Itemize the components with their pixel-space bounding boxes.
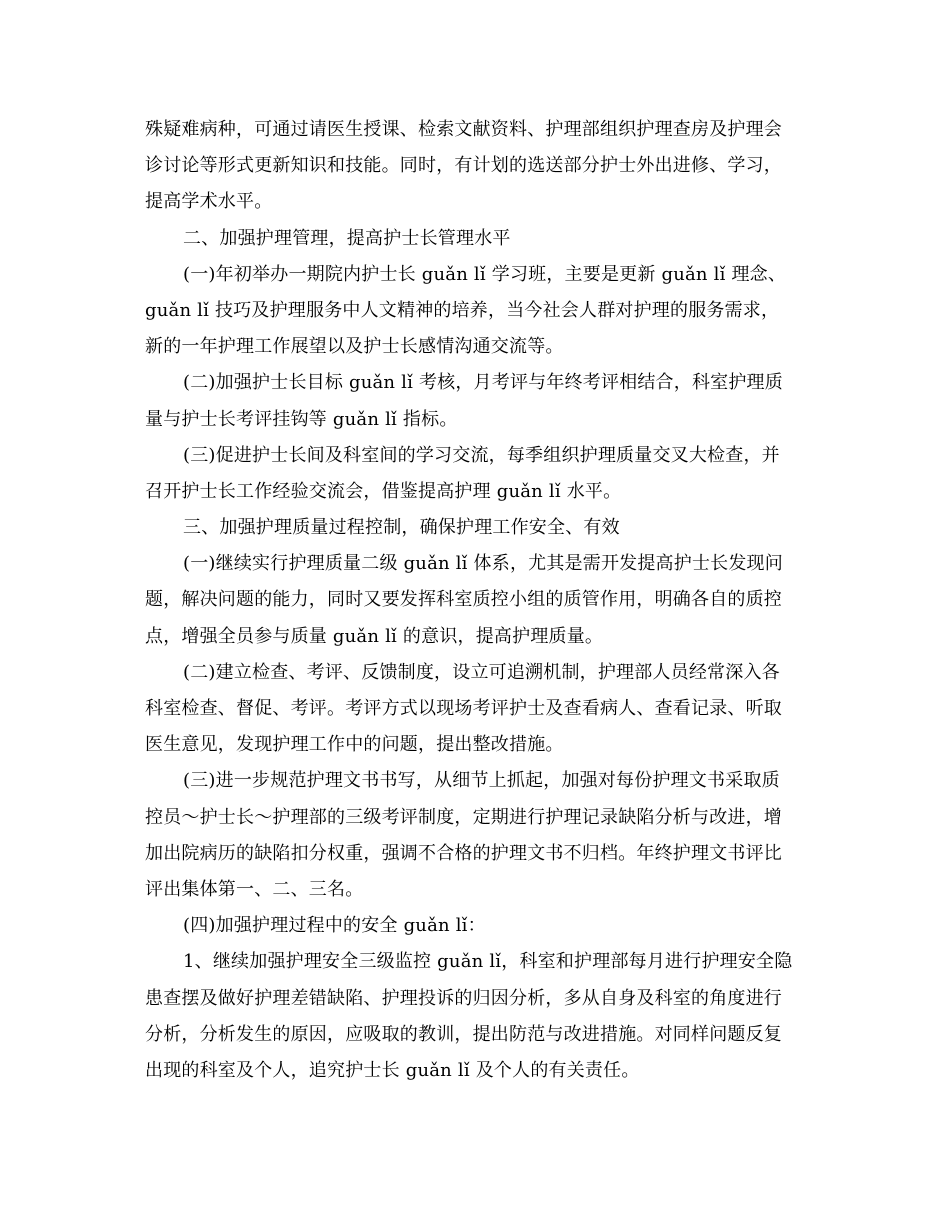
text-line: (一)年初举办一期院内护士长 guǎn lǐ 学习班，主要是更新 guǎn lǐ 理念、 bbox=[183, 263, 787, 285]
text-line: 科室检查、督促、考评。考评方式以现场考评护士及查看病人、查看记录、听取 bbox=[145, 698, 782, 719]
document-body bbox=[145, 112, 810, 1089]
text-line: 殊疑难病种，可通过请医生授课、检索文献资料、护理部组织护理查房及护理会 bbox=[145, 119, 782, 140]
text-line: 量与护士长考评挂钩等 guǎn lǐ 指标。 bbox=[145, 408, 458, 430]
text-line: (二)建立检查、考评、反馈制度，设立可追溯机制，护理部人员经常深入各 bbox=[183, 661, 780, 683]
text-line: 题，解决问题的能力，同时又要发挥科室质控小组的质管作用，明确各自的质控 bbox=[145, 589, 782, 611]
text-line: 提高学术水平。 bbox=[145, 191, 273, 213]
text-line: 诊讨论等形式更新知识和技能。同时，有计划的选送部分护士外出进修、学习， bbox=[145, 155, 782, 177]
text-line: guǎn lǐ 技巧及护理服务中人文精神的培养，当今社会人群对护理的服务需求， bbox=[145, 299, 780, 321]
text-line: 三、加强护理质量过程控制，确保护理工作安全、有效 bbox=[183, 517, 620, 539]
text-line: 评出集体第一、二、三名。 bbox=[145, 878, 364, 900]
text-line: 控员～护士长～护理部的三级考评制度，定期进行护理记录缺陷分析与改进，增 bbox=[145, 806, 782, 828]
text-line: (三)促进护士长间及科室间的学习交流，每季组织护理质量交叉大检查，并 bbox=[183, 444, 780, 466]
text-line: 召开护士长工作经验交流会，借鉴提高护理 guǎn lǐ 水平。 bbox=[145, 480, 622, 502]
text-line: (二)加强护士长目标 guǎn lǐ 考核，月考评与年终考评相结合，科室护理质 bbox=[183, 372, 783, 394]
text-line: 医生意见，发现护理工作中的问题，提出整改措施。 bbox=[145, 734, 564, 756]
text-line: (一)继续实行护理质量二级 guǎn lǐ 体系，尤其是需开发提高护士长发现问 bbox=[183, 553, 783, 575]
text-line: 新的一年护理工作展望以及护士长感情沟通交流等。 bbox=[145, 336, 564, 358]
text-line: (三)进一步规范护理文书书写，从细节上抓起，加强对每份护理文书采取质 bbox=[183, 770, 780, 792]
text-line: 分析，分析发生的原因，应吸取的教训，提出防范与改进措施。对同样问题反复 bbox=[145, 1023, 782, 1045]
text-line: 出现的科室及个人，追究护士长 guǎn lǐ 及个人的有关责任。 bbox=[145, 1059, 640, 1081]
text-line: 1、继续加强护理安全三级监控 guǎn lǐ，科室和护理部每月进行护理安全隐 bbox=[183, 951, 793, 973]
text-line: 二、加强护理管理，提高护士长管理水平 bbox=[183, 227, 511, 249]
text-line: (四)加强护理过程中的安全 guǎn lǐ： bbox=[183, 915, 486, 937]
text-line: 点，增强全员参与质量 guǎn lǐ 的意识，提高护理质量。 bbox=[145, 625, 604, 647]
text-line: 患查摆及做好护理差错缺陷、护理投诉的归因分析，多从自身及科室的角度进行 bbox=[145, 987, 782, 1009]
text-line: 加出院病历的缺陷扣分权重，强调不合格的护理文书不归档。年终护理文书评比 bbox=[145, 842, 782, 864]
